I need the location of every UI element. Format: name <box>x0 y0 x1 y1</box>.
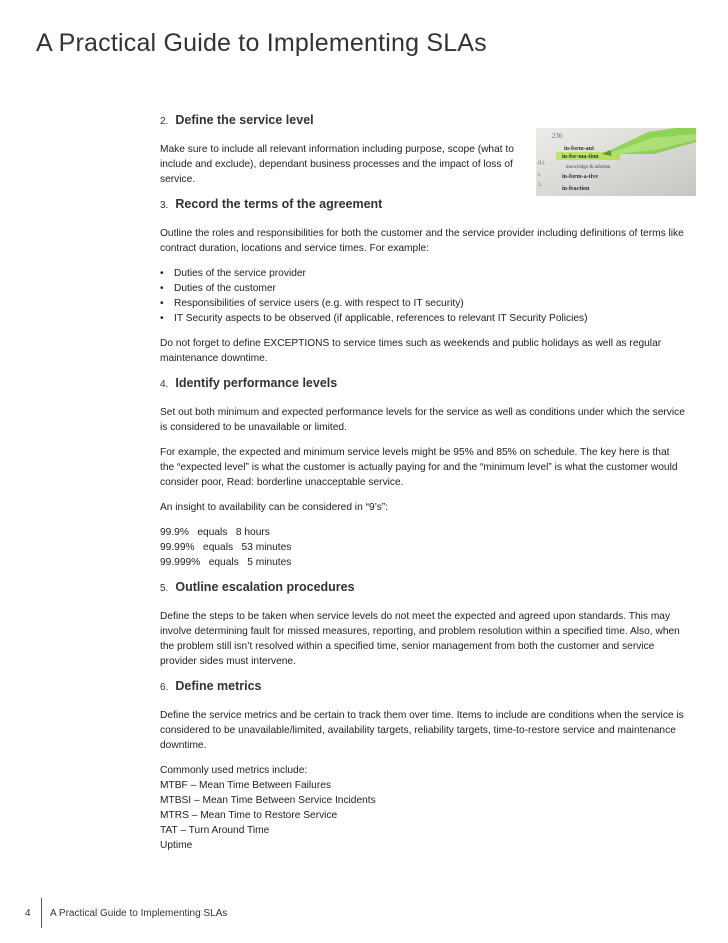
section-intro: Outline the roles and responsibilities for both the customer and the service provider including definitions of terms like contract duration, locations and service times. For example: <box>160 228 684 254</box>
section-escalation <box>160 580 685 669</box>
section-heading <box>160 197 685 213</box>
paragraph: For example, the expected and minimum service levels might be 95% and 85% on schedule. The key here is that the “expected level” is what the customer is actually paying for and the “minimum level” is what the customer would consider poor, Read: borderline unacceptable service. <box>160 447 678 488</box>
section-number: 5. <box>160 583 169 594</box>
section-number: 6. <box>160 682 169 693</box>
section-title: Define metrics <box>175 679 262 693</box>
metric-item: TAT – Turn Around Time <box>160 825 270 836</box>
availability-list <box>160 525 685 570</box>
list-item: • Duties of the service provider <box>160 268 306 279</box>
bullet-list <box>160 266 685 326</box>
section-text: Make sure to include all relevant information including purpose, scope (what to include and exclude), dependant business processes and the impact of loss of service. <box>160 144 514 185</box>
metric-item: MTBSI – Mean Time Between Service Incidents <box>160 795 376 806</box>
section-title: Define the service level <box>175 113 314 127</box>
page-footer <box>25 898 227 928</box>
availability-line: 99.9% equals 8 hours <box>160 527 270 538</box>
availability-line: 99.99% equals 53 minutes <box>160 542 292 553</box>
page-title: A Practical Guide to Implementing SLAs <box>36 29 487 57</box>
metric-item: MTBF – Mean Time Between Failures <box>160 780 331 791</box>
list-item: • IT Security aspects to be observed (if applicable, references to relevant IT Security Policies) <box>160 313 588 324</box>
section-heading <box>160 113 685 129</box>
paragraph: An insight to availability can be considered in “9’s”: <box>160 502 389 513</box>
section-heading <box>160 376 685 392</box>
page-number: 4 <box>25 907 31 919</box>
list-item: • Duties of the customer <box>160 283 276 294</box>
section-metrics <box>160 679 685 853</box>
section-performance-levels <box>160 376 685 570</box>
availability-line: 99.999% equals 5 minutes <box>160 557 292 568</box>
metric-item: MTRS – Mean Time to Restore Service <box>160 810 338 821</box>
section-title: Identify performance levels <box>175 376 338 390</box>
section-define-service-level <box>160 113 685 187</box>
paragraph: Set out both minimum and expected performance levels for the service as well as conditions under which the service is considered to be unavailable or limited. <box>160 407 685 433</box>
metric-item: Uptime <box>160 840 193 851</box>
section-number: 4. <box>160 379 169 390</box>
list-item: • Responsibilities of service users (e.g. with respect to IT security) <box>160 298 464 309</box>
section-title: Outline escalation procedures <box>175 580 355 594</box>
section-number: 3. <box>160 200 169 211</box>
section-heading <box>160 580 685 596</box>
footer-divider <box>41 898 42 928</box>
section-number: 2. <box>160 116 169 127</box>
section-text: Define the service metrics and be certain to track them over time. Items to include are conditions when the service is considered to be unavailable/limited, availability targets, reliability targets, time-to-restore service and maintenance downtime. <box>160 710 684 751</box>
footer-text: A Practical Guide to Implementing SLAs <box>50 907 228 919</box>
metrics-intro: Commonly used metrics include: <box>160 765 308 776</box>
section-record-terms <box>160 197 685 366</box>
main-content <box>160 113 685 863</box>
section-heading <box>160 679 685 695</box>
metrics-list <box>160 763 685 853</box>
section-text: Define the steps to be taken when service levels do not meet the expected and agreed upon standards. This may involve determining fault for missed measures, reporting, and problem resolution within a specified time. Also, when the problem still isn’t resolved within a specified time, senior management from both the customer and service provider sides must intervene. <box>160 611 680 667</box>
section-title: Record the terms of the agreement <box>175 197 383 211</box>
section-outro: Do not forget to define EXCEPTIONS to service times such as weekends and public holidays as well as regular maintenance downtime. <box>160 338 662 364</box>
